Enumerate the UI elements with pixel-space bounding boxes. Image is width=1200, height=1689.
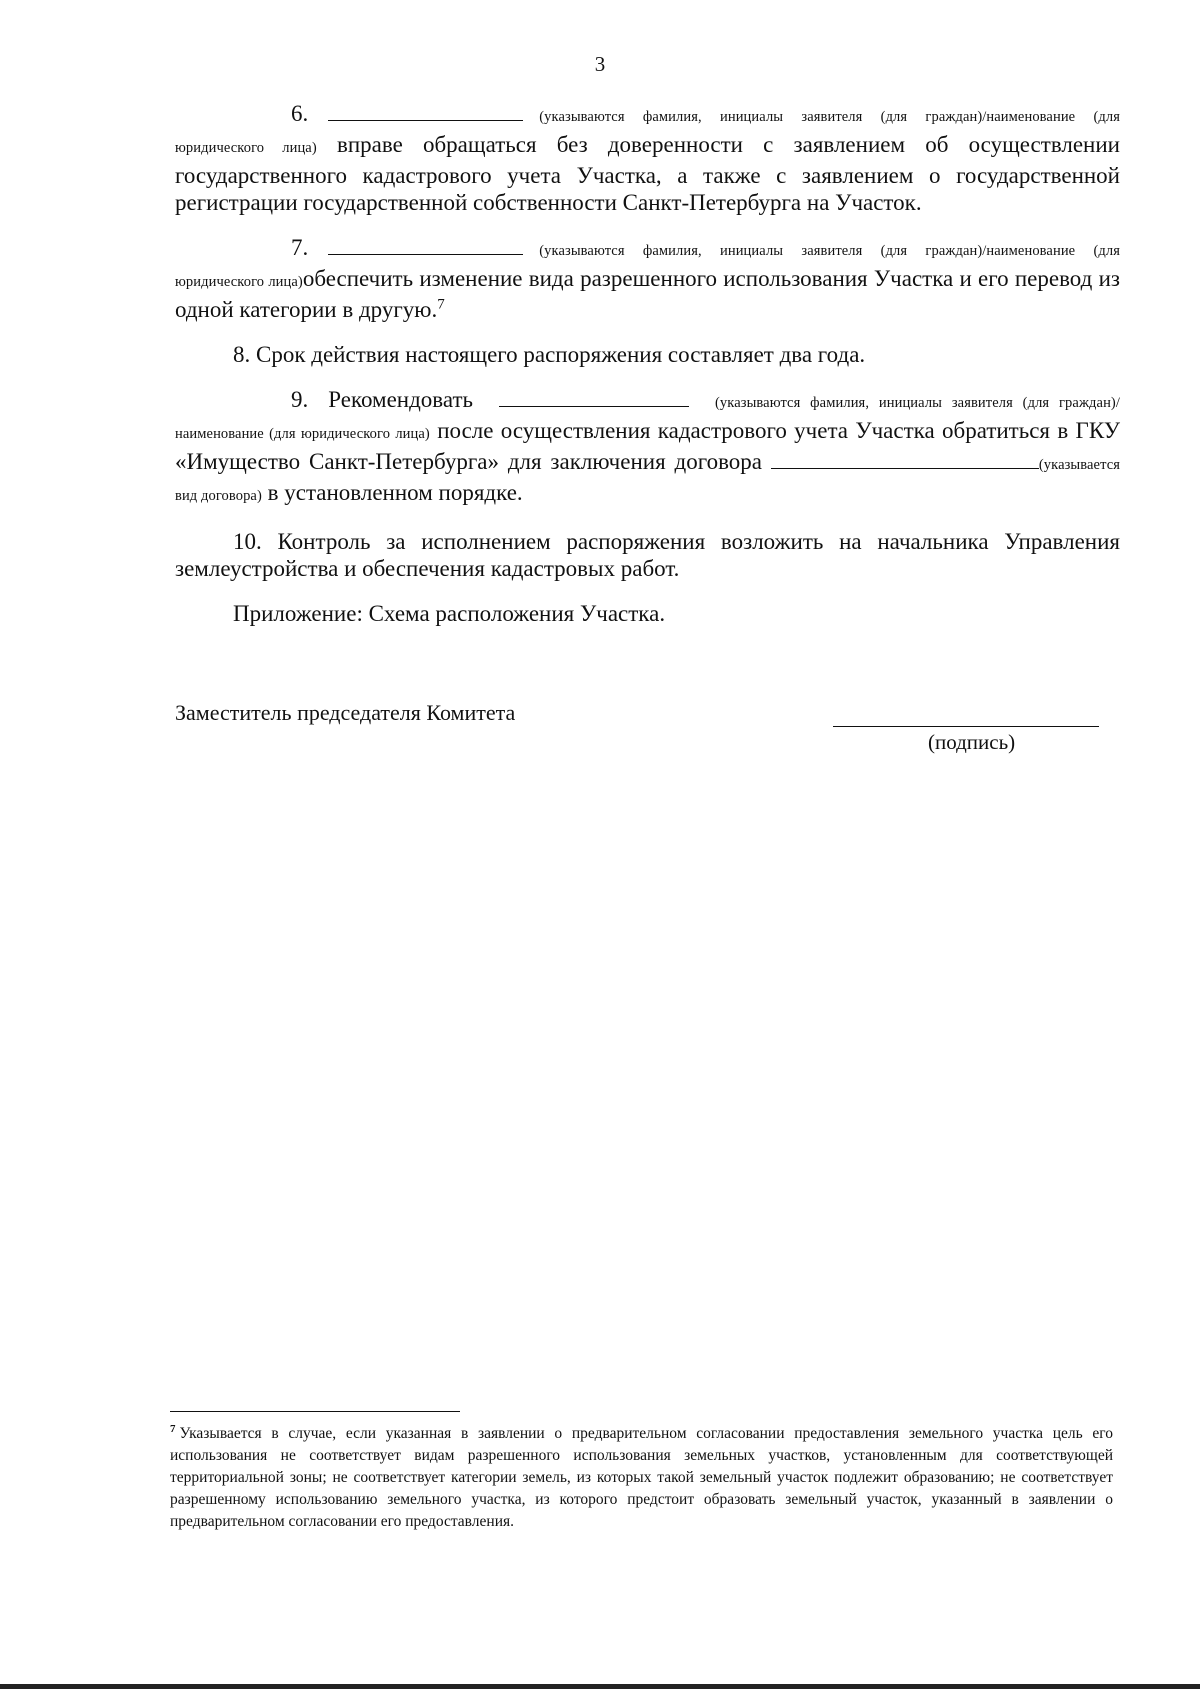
paragraph-lead-word: Рекомендовать (328, 387, 473, 412)
attachment-text: Приложение: Схема расположения Участка. (233, 601, 666, 626)
signature-line (833, 726, 1099, 727)
applicant-instruction-note: (указываются фамилия, инициалы заявителя (для граждан)/наименование (для юридического лица) (175, 109, 1120, 156)
paragraph-7 (175, 234, 1120, 323)
paragraph-9 (175, 386, 1120, 510)
applicant-instruction-note: (указываются фамилия, инициалы заявителя (для граждан)/наименование (для юридического лица) (175, 243, 1120, 290)
footnote-text: Указывается в случае, если указанная в заявлении о предварительном согласовании предоставления земельного участка цель его использования не соответствует видам разрешенного использования земельных участков, установленным для соответствующей территориальной зоны; не соответствует категории земель, из которых такой земельный участок подлежит образованию; не соответствует разрешенному использованию земельного участка, из которого предстоит образовать земельный участок, указанный в заявлении о предварительном согласовании его предоставления. (170, 1425, 1113, 1530)
signature-caption: (подпись) (928, 730, 1016, 754)
applicant-blank-field (499, 386, 689, 407)
paragraph-tail-text: в установленном порядке. (267, 480, 523, 505)
paragraph-number: 9. (291, 387, 309, 412)
applicant-blank-field (328, 100, 523, 121)
paragraph-text: вправе обращаться без доверенности с заявлением об осуществлении государственного кадастрового учета Участка, а также с заявлением о государственной регистрации государственной собственности Санкт-Петербурга на Участок. (175, 132, 1120, 215)
paragraph-8 (175, 341, 1120, 368)
paragraph-text: 8. Срок действия настоящего распоряжения составляет два года. (233, 342, 866, 367)
applicant-blank-field (328, 234, 523, 255)
contract-type-blank-field (771, 448, 1039, 469)
page-number: 3 (594, 52, 606, 76)
applicant-instruction-note: (указываются фамилия, инициалы заявителя (для граждан)/наименование (для юридического лица) (175, 395, 1120, 442)
paragraph-number: 7. (291, 235, 309, 260)
paragraph-text: после осуществления кадастрового учета Участка обратиться в ГКУ «Имущество Санкт-Петербурга» для заключения договора (175, 418, 1120, 474)
footnote (170, 1423, 1113, 1533)
attachment-line (175, 600, 1120, 627)
paragraph-text: 10. Контроль за исполнением распоряжения возложить на начальника Управления землеустройства и обеспечения кадастровых работ. (175, 529, 1120, 581)
signature-block (175, 700, 1120, 760)
signer-title: Заместитель председателя Комитета (175, 700, 516, 725)
paragraph-text: обеспечить изменение вида разрешенного использования Участка и его перевод из одной категории в другую. (175, 266, 1120, 322)
document-body (175, 100, 1120, 645)
contract-type-note: (указывается вид договора) (175, 457, 1121, 504)
footnote-reference: 7 (437, 296, 445, 313)
footnote-separator (170, 1411, 460, 1412)
footnote-mark: 7 (170, 1422, 176, 1435)
paragraph-number: 6. (291, 101, 309, 126)
scan-bottom-edge (0, 1684, 1200, 1689)
paragraph-6 (175, 100, 1120, 216)
paragraph-10 (175, 528, 1120, 582)
